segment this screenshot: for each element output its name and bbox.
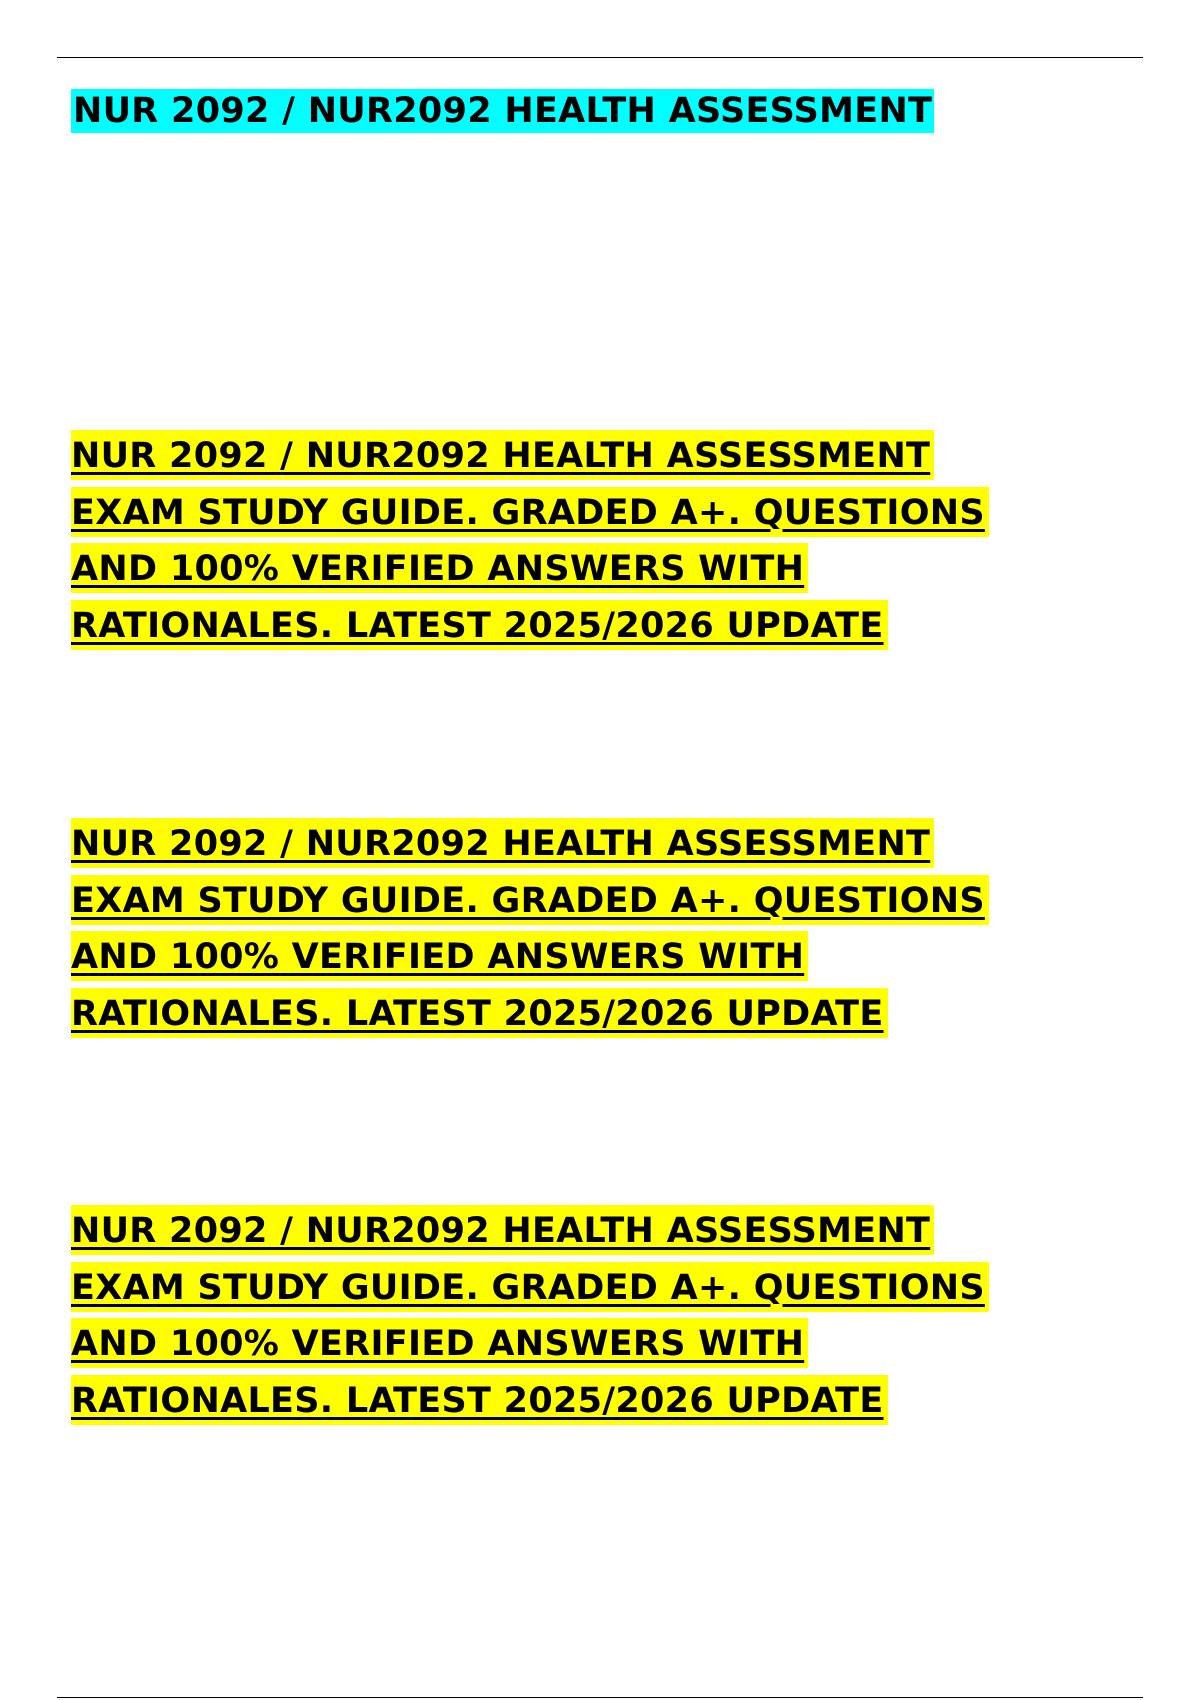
page-heading-text: NUR 2092 / NUR2092 HEALTH ASSESSMENT bbox=[73, 91, 933, 131]
title-line-text: AND 100% VERIFIED ANSWERS WITH bbox=[71, 931, 808, 981]
title-block-3 bbox=[71, 1203, 989, 1429]
title-line-text: AND 100% VERIFIED ANSWERS WITH bbox=[71, 543, 808, 593]
bottom-divider bbox=[57, 1697, 1143, 1698]
title-line-text: NUR 2092 / NUR2092 HEALTH ASSESSMENT bbox=[71, 818, 934, 868]
title-block-2 bbox=[71, 816, 989, 1042]
title-line bbox=[71, 1316, 989, 1373]
page-heading bbox=[71, 82, 934, 140]
title-line-text: RATIONALES. LATEST 2025/2026 UPDATE bbox=[71, 1375, 888, 1425]
title-line bbox=[71, 929, 989, 986]
title-line bbox=[71, 428, 989, 485]
title-line bbox=[71, 485, 989, 542]
title-line bbox=[71, 1203, 989, 1260]
title-line bbox=[71, 1260, 989, 1317]
title-line-text: EXAM STUDY GUIDE. GRADED A+. QUESTIONS bbox=[71, 487, 989, 537]
title-line bbox=[71, 598, 989, 655]
title-line-text: EXAM STUDY GUIDE. GRADED A+. QUESTIONS bbox=[71, 1262, 989, 1312]
top-divider bbox=[57, 57, 1143, 58]
title-line bbox=[71, 816, 989, 873]
title-block-1 bbox=[71, 428, 989, 654]
title-line-text: NUR 2092 / NUR2092 HEALTH ASSESSMENT bbox=[71, 430, 934, 480]
title-line-text: EXAM STUDY GUIDE. GRADED A+. QUESTIONS bbox=[71, 875, 989, 925]
title-line bbox=[71, 873, 989, 930]
title-line bbox=[71, 541, 989, 598]
title-line-text: RATIONALES. LATEST 2025/2026 UPDATE bbox=[71, 600, 888, 650]
title-line-text: AND 100% VERIFIED ANSWERS WITH bbox=[71, 1318, 808, 1368]
title-line bbox=[71, 1373, 989, 1430]
title-line bbox=[71, 986, 989, 1043]
title-line-text: RATIONALES. LATEST 2025/2026 UPDATE bbox=[71, 988, 888, 1038]
title-line-text: NUR 2092 / NUR2092 HEALTH ASSESSMENT bbox=[71, 1205, 934, 1255]
